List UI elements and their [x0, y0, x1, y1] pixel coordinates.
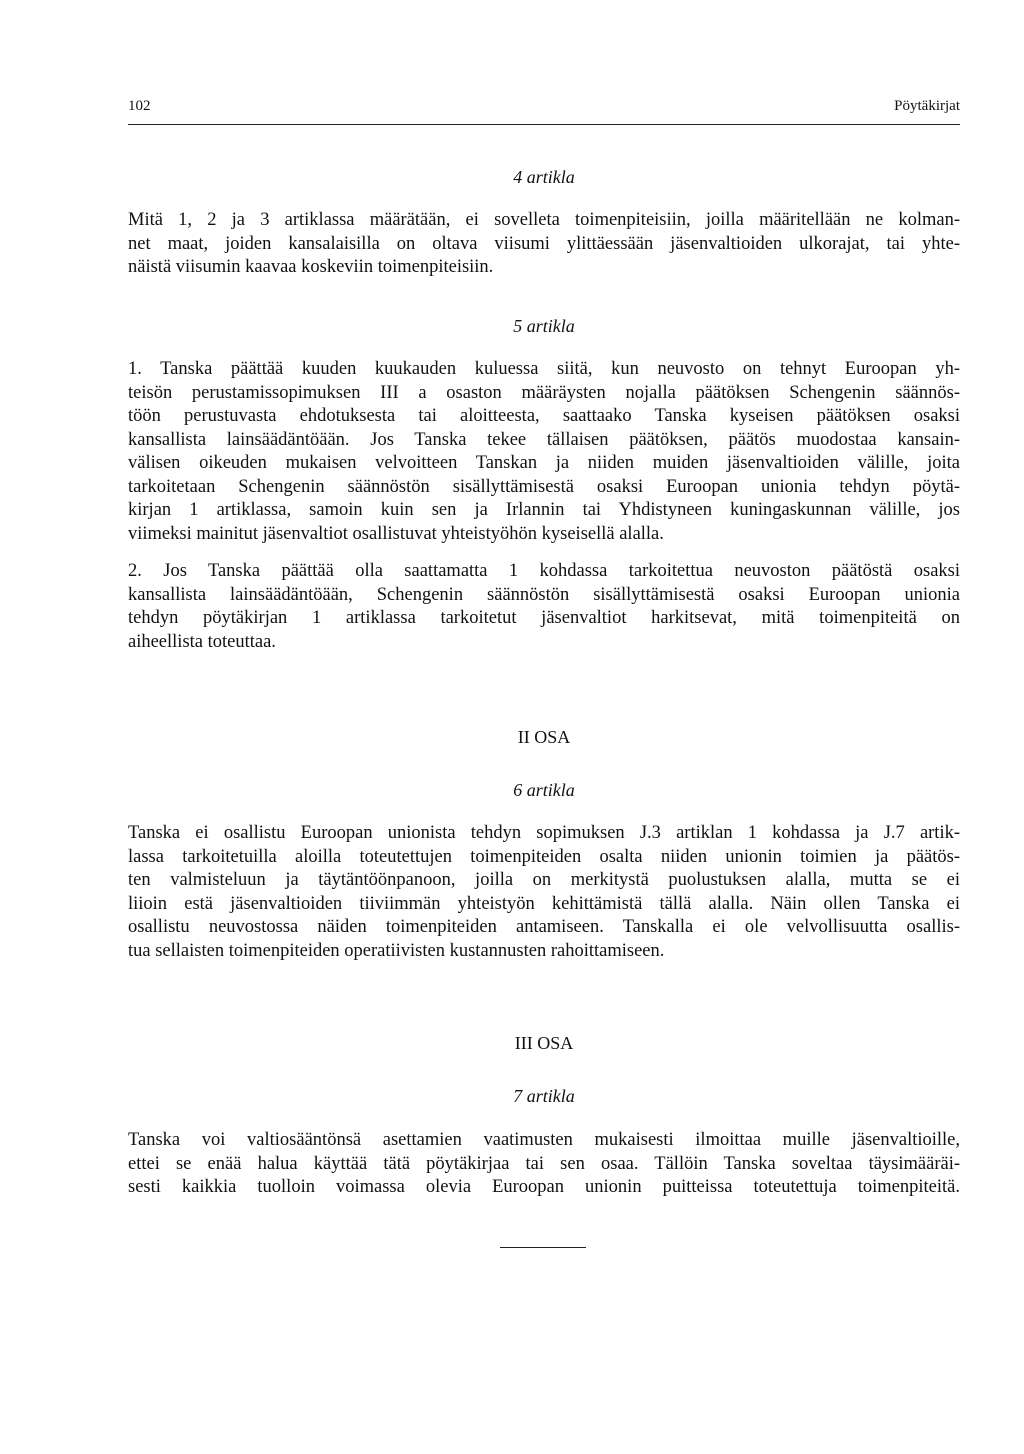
- article-6-text: [128, 822, 960, 963]
- text-line: teisön perustamissopimuksen III a osaston määräysten nojalla päätöksen Schengenin säännös-: [128, 382, 960, 403]
- text-line: net maat, joiden kansalaisilla on oltava viisumi ylittäessään jäsenvaltioiden ulkorajat, tai yhte-: [128, 233, 960, 254]
- article-6-heading: 6 artikla: [513, 780, 575, 800]
- page-header: [128, 96, 960, 125]
- text-line: lassa tarkoitetuilla aloilla toteutettujen toimenpiteiden osalta niiden unionin toimien ja päätös-: [128, 846, 960, 867]
- page-number: 102: [128, 98, 151, 114]
- end-rule: [500, 1247, 586, 1248]
- part-2-heading: II OSA: [517, 727, 571, 747]
- text-line: tarkoitetaan Schengenin säännöstön sisällyttämisestä osaksi Euroopan unionia tehdyn pöytä-: [128, 476, 960, 497]
- running-title: Pöytäkirjat: [894, 98, 960, 114]
- text-line: töön perustuvasta ehdotuksesta tai aloitteesta, saattaako Tanska kyseisen päätöksen osaksi: [128, 406, 960, 426]
- text-line: osallistu neuvostossa näiden toimenpiteiden antamiseen. Tanskalla ei ole velvollisuutta osallis-: [128, 917, 960, 937]
- text-line: välisen oikeuden mukaisen velvoitteen Tanskan ja niiden muiden jäsenvaltioiden välille, joita: [128, 453, 960, 473]
- text-line: tehdyn pöytäkirjan 1 artiklassa tarkoitetut jäsenvaltiot harkitsevat, mitä toimenpiteitä on: [128, 608, 960, 628]
- text-line: Tanska ei osallistu Euroopan unionista tehdyn sopimuksen J.3 artiklan 1 kohdassa ja J.7 artik-: [128, 823, 960, 843]
- text-line: näistä viisumin kaavaa koskeviin toimenpiteisiin.: [128, 257, 494, 277]
- article-4-heading: 4 artikla: [513, 167, 575, 187]
- text-line: 2. Jos Tanska päättää olla saattamatta 1 kohdassa tarkoitettua neuvoston päätöstä osaksi: [128, 561, 960, 581]
- text-line: ten valmisteluun ja täytäntöönpanoon, joilla on merkitystä puolustuksen alalla, mutta se ei: [128, 870, 960, 890]
- text-line: ettei se enää halua käyttää tätä pöytäkirjaa tai sen osaa. Tällöin Tanska soveltaa täysimääräi-: [128, 1153, 960, 1174]
- text-line: kansallista lainsäädäntöään. Jos Tanska tekee tällaisen päätöksen, päätös muodostaa kansain-: [128, 429, 960, 450]
- article-5-heading: 5 artikla: [513, 316, 575, 336]
- text-line: Tanska voi valtiosääntönsä asettamien vaatimusten mukaisesti ilmoittaa muille jäsenvaltioille,: [128, 1130, 960, 1150]
- text-line: sesti kaikkia tuolloin voimassa olevia Euroopan unionin puitteissa toteutettuja toimenpiteitä.: [128, 1177, 960, 1197]
- article-5-paragraph-2: [128, 560, 960, 654]
- article-7-heading: 7 artikla: [513, 1086, 575, 1106]
- article-7-text: [128, 1129, 960, 1200]
- text-line: 1. Tanska päättää kuuden kuukauden kuluessa siitä, kun neuvosto on tehnyt Euroopan yh-: [128, 359, 960, 379]
- article-4-text: [128, 209, 960, 280]
- text-line: Mitä 1, 2 ja 3 artiklassa määrätään, ei sovelleta toimenpiteisiin, joilla määritellään ne kolman-: [128, 210, 960, 230]
- article-5-paragraph-1: [128, 358, 960, 546]
- part-3-heading: III OSA: [514, 1033, 574, 1053]
- text-line: viimeksi mainitut jäsenvaltiot osallistuvat yhteistyöhön kyseisellä alalla.: [128, 523, 664, 544]
- text-line: liioin estä jäsenvaltioiden tiiviimmän yhteistyön kehittämistä tällä alalla. Näin ollen Tanska ei: [128, 893, 960, 914]
- text-line: aiheellista toteuttaa.: [128, 631, 276, 652]
- text-line: kansallista lainsäädäntöään, Schengenin säännöstön sisällyttämisestä osaksi Euroopan unionia: [128, 584, 960, 605]
- text-line: tua sellaisten toimenpiteiden operatiivisten kustannusten rahoittamiseen.: [128, 940, 665, 961]
- text-line: kirjan 1 artiklassa, samoin kuin sen ja Irlannin tai Yhdistyneen kuningaskunnan välille, jos: [128, 500, 960, 520]
